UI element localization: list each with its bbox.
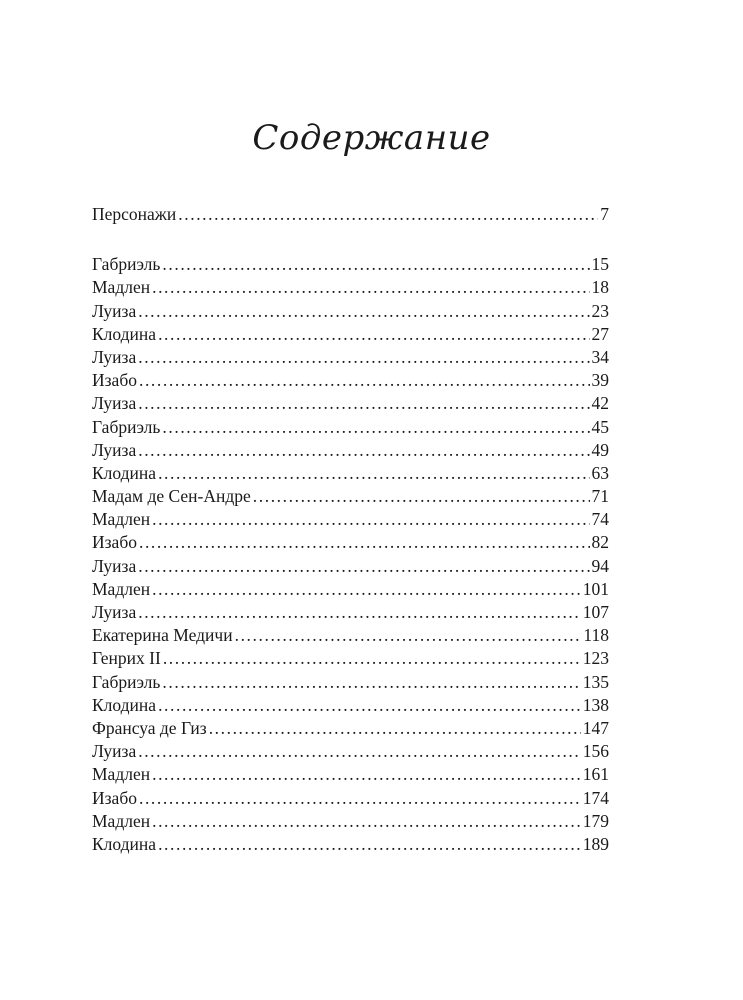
toc-dot-leader [235,624,582,647]
toc-entry-label: Луиза [92,346,137,367]
toc-entry [92,462,609,485]
toc-entry-page-number: 63 [591,462,609,483]
toc-entry [92,203,609,226]
toc-dot-leader [138,300,589,323]
toc-dot-leader [158,323,589,346]
toc-entry [92,601,609,624]
toc-entry-label: Изабо [92,787,137,808]
toc-entry-label: Генрих II [92,648,161,669]
toc-dot-leader [138,439,589,462]
toc-entry [92,694,609,717]
toc-dot-leader [139,369,590,392]
toc-dot-leader [139,531,590,554]
toc-entry [92,508,609,531]
toc-entry [92,439,609,462]
toc-entry-label: Луиза [92,300,137,321]
toc-entry [92,833,609,856]
toc-dot-leader [162,253,589,276]
toc-entry-label: Клодина [92,833,157,854]
toc-dot-leader [158,694,581,717]
toc-entry-page-number: 71 [591,486,609,507]
toc-dot-leader [162,671,580,694]
toc-dot-leader [138,392,589,415]
toc-entry-page-number: 94 [591,555,609,576]
toc-entry-page-number: 82 [591,532,609,553]
toc-dot-leader [139,787,581,810]
toc-entry-label: Клодина [92,323,157,344]
toc-entry-page-number: 34 [591,346,609,367]
toc-entry [92,323,609,346]
toc-dot-leader [178,203,598,226]
toc-entry [92,485,609,508]
toc-entry-page-number: 27 [591,323,609,344]
toc-entry-page-number: 138 [582,694,609,715]
toc-entry-label: Габриэль [92,254,161,275]
toc-entry-page-number: 45 [591,416,609,437]
toc-entry [92,300,609,323]
toc-entry-label: Луиза [92,393,137,414]
toc-entry-label: Мадлен [92,764,151,785]
toc-entry [92,717,609,740]
toc-dot-leader [152,508,589,531]
toc-entry [92,369,609,392]
toc-dot-leader [152,810,581,833]
toc-entry-label: Екатерина Медичи [92,625,233,646]
toc-entry-page-number: 49 [591,439,609,460]
toc-entry-label: Луиза [92,741,137,762]
toc-dot-leader [138,740,581,763]
toc-entry-label: Луиза [92,439,137,460]
toc-entry-label: Мадлен [92,578,151,599]
toc-entry [92,555,609,578]
toc-entry-label: Клодина [92,462,157,483]
toc-entry [92,392,609,415]
toc-entry-page-number: 179 [582,810,609,831]
toc-entry-page-number: 174 [582,787,609,808]
toc-dot-leader [162,416,589,439]
toc-entry-label: Изабо [92,370,137,391]
toc-dot-leader [163,647,581,670]
toc-dot-leader [158,833,581,856]
toc-entry-label: Луиза [92,602,137,622]
toc-entry-label: Мадлен [92,277,151,298]
toc-dot-leader [138,346,589,369]
toc-entry-page-number: 42 [591,393,609,414]
toc-entry-page-number: 123 [582,648,609,669]
toc-entry [92,276,609,299]
toc-entry [92,647,609,670]
toc-entry-page-number: 18 [591,277,609,298]
toc-entry-label: Мадлен [92,810,151,831]
toc-entry-page-number: 39 [591,370,609,391]
toc-dot-leader [152,276,589,299]
toc-dot-leader [138,601,581,624]
toc-entry [92,810,609,833]
toc-entry [92,763,609,786]
toc-entry-page-number: 147 [582,717,609,738]
toc-entry-label: Габриэль [92,671,161,692]
toc-entry [92,531,609,554]
toc-entry-label: Франсуа де Гиз [92,717,207,738]
toc-entry [92,253,609,276]
table-of-contents [92,203,609,856]
toc-entry [92,346,609,369]
toc-entry [92,416,609,439]
toc-entry-page-number: 7 [600,204,609,224]
toc-entry-page-number: 189 [582,833,609,854]
toc-entry-page-number: 107 [582,602,609,622]
toc-entry [92,624,609,647]
toc-entry [92,787,609,810]
toc-entry-page-number: 135 [582,671,609,692]
toc-dot-leader [253,485,590,508]
toc-entry-label: Персонажи [92,204,177,224]
toc-dot-leader [152,578,581,601]
toc-dot-leader [209,717,581,740]
toc-entry-label: Мадам де Сен-Андре [92,486,251,507]
toc-entry [92,740,609,763]
toc-entry-page-number: 118 [583,625,609,646]
toc-dot-leader [158,462,589,485]
toc-entry-label: Луиза [92,555,137,576]
toc-entry-label: Изабо [92,532,137,553]
page-title: Содержание [252,118,491,158]
toc-entry-page-number: 161 [582,764,609,785]
toc-entry-page-number: 23 [591,300,609,321]
toc-entry [92,578,609,601]
toc-entry-label: Мадлен [92,509,151,530]
toc-entry-label: Габриэль [92,416,161,437]
toc-entry [92,671,609,694]
toc-entry-label: Клодина [92,694,157,715]
toc-entry-page-number: 15 [591,254,609,275]
toc-entry-page-number: 156 [582,741,609,762]
toc-entry-page-number: 74 [591,509,609,530]
toc-dot-leader [138,555,589,578]
toc-entry-page-number: 101 [582,578,609,599]
toc-dot-leader [152,763,581,786]
